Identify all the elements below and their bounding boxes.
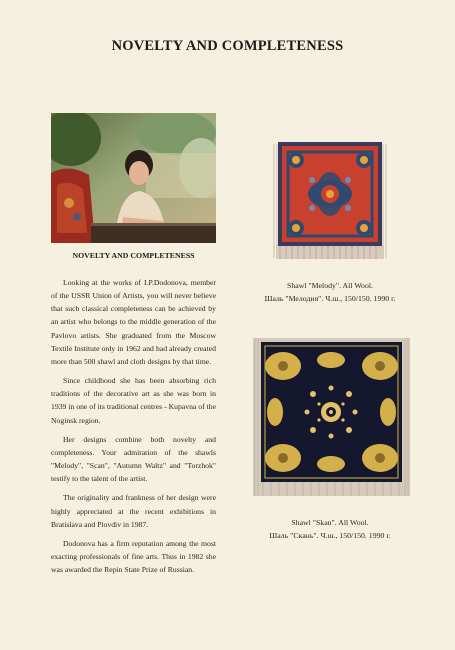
caption-russian: Шаль "Мелодия". Ч.ш., 150/150. 1990 г. bbox=[264, 293, 396, 303]
page-title: NOVELTY AND COMPLETENESS bbox=[111, 38, 344, 54]
paragraph: Dodonova has a firm reputation among the most exacting professionals of fine arts. Thus in 1982 she was awarded the Repin State Prize of Russian. bbox=[51, 538, 216, 575]
portrait-illustration bbox=[51, 113, 216, 243]
paragraph: Her designs combine both novelty and completeness. Your admiration of the shawls "Melody", "Scan", "Autumn Waltz" and "Torzhok" testify to the talent of the artist. bbox=[51, 434, 216, 484]
shawl-skan-illustration bbox=[253, 338, 410, 496]
paragraph: The originality and frankness of her design were highly appreciated at the recent exhibitions in Bratislava and Plovdiv in 1987. bbox=[51, 493, 216, 529]
shawl-skan-caption bbox=[240, 517, 420, 542]
portrait-photo bbox=[51, 113, 216, 243]
caption-russian: Шаль "Скань". Ч.ш., 150/150. 1990 г. bbox=[269, 530, 391, 540]
paragraph: Since childhood she has been absorbing rich traditions of the decorative art as she was born in 1939 in one of its traditional centres - Kupavna of the Noginsk region. bbox=[51, 376, 216, 425]
caption-english: Shawl "Melody". All Wool. bbox=[287, 281, 373, 290]
article-body bbox=[51, 276, 216, 582]
caption-english: Shawl "Skan". All Wool. bbox=[291, 518, 369, 527]
section-subheading: NOVELTY AND COMPLETENESS bbox=[72, 251, 195, 260]
paragraph: Looking at the works of I.P.Dodonova, member of the USSR Union of Artists, you will never believe that such classical completeness can be achieved by an artist who belongs to the middle generation of the Pavlovo artists. She graduated from the Moscow Textile Institute only in 1962 and had already created more than 500 shawl and cloth designs by that time. bbox=[51, 278, 216, 366]
shawl-melody-caption bbox=[240, 280, 420, 305]
shawl-skan-image bbox=[253, 338, 410, 496]
shawl-melody-illustration bbox=[272, 140, 388, 260]
shawl-melody-image bbox=[272, 140, 388, 260]
